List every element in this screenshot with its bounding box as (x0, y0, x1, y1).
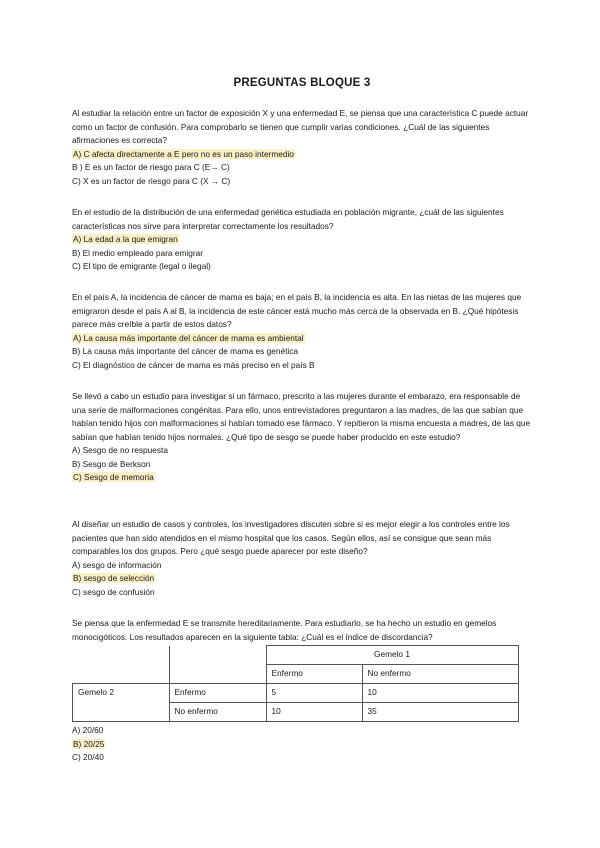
question-3 (72, 291, 532, 372)
table-cell: 5 (266, 684, 362, 703)
option-b: B) El medio empleado para emigrar (72, 247, 203, 258)
option-a: A) Sesgo de no respuesta (72, 445, 168, 455)
table-row-enfermo: Enfermo (169, 684, 266, 703)
question-text: En el país A, la incidencia de cáncer de mama es baja; en el país B, la incidencia es alta. En las nietas de las mujeres que emigraron desde el país A al B, la incidencia de este cáncer está mucho más cerca de la observada en B. ¿Qué hipótesis parece más creíble a partir de estos datos? (72, 292, 522, 329)
highlighted-answer: B) 20/25 (73, 738, 105, 749)
question-6-options (72, 724, 532, 765)
option-a (72, 233, 532, 247)
highlighted-answer: C) Sesgo de memoria (73, 472, 154, 482)
option-c: C) El diagnóstico de cáncer de mama es más preciso en el país B (72, 359, 315, 370)
option-a (72, 332, 532, 346)
table-cell: 10 (362, 684, 518, 703)
table-row (73, 646, 519, 665)
table-col-enfermo: Enfermo (266, 665, 362, 684)
option-c (72, 471, 532, 485)
question-text: Se piensa que la enfermedad E se transmite hereditariamente. Para estudiarlo, se ha hecho un estudio en gemelos monocigóticos. Los resultados aparecen en la siguiente tabla: ¿Cuál es el índice de discordancia? (72, 618, 497, 642)
table-row-no-enfermo: No enfermo (169, 703, 266, 722)
table-row-header-gemelo2: Gemelo 2 (73, 684, 170, 722)
option-a (72, 148, 532, 162)
question-text: Al estudiar la relación entre un factor de exposición X y una enfermedad E, se piensa que una característica C puede actuar como un factor de confusión. Para comprobarlo se tienen que cumplir varias condiciones. ¿Cuál de las siguientes afirmaciones es correcta? (72, 108, 529, 145)
highlighted-answer: A) C afecta directamente a E pero no es un paso intermedio (73, 148, 294, 159)
question-1 (72, 107, 532, 188)
option-b: B ) E es un factor de riesgo para C (E→ C) (72, 162, 230, 172)
question-text: Se llevó a cabo un estudio para investigar si un fármaco, prescrito a las mujeres durante el embarazo, era responsable de una serie de malformaciones congénitas. Para ello, unos entrevistadores preguntaron a las madres, de las que sabían que habían tenido hijos con malformaciones si habían tomado ese fármaco. Y repitieron la misma encuesta a madres, de las que sabían que habían tenido hijos normales. ¿Qué tipo de sesgo se puede haber producido en este estudio? (72, 391, 531, 442)
highlighted-answer: A) La causa más importante del cáncer de mama es ambiental (73, 332, 304, 343)
option-b (72, 572, 532, 586)
table-header-gemelo1: Gemelo 1 (266, 646, 518, 665)
twins-table (72, 645, 519, 722)
highlighted-answer: A) La edad a la que emigran (73, 234, 178, 244)
option-b (72, 738, 532, 752)
option-b: B) La causa más importante del cáncer de mama es genética (72, 346, 298, 356)
question-text: Al diseñar un estudio de casos y controles, los investigadores discuten sobre si es mejor elegir a los controles entre los pacientes que han sido atendidos en el mismo hospital que los casos. Según ellos, así se consigue que sean más comparables los dos grupos. Pero ¿qué sesgo puede aparecer por este diseño? (72, 519, 510, 556)
option-b: B) Sesgo de Berkson (72, 458, 151, 469)
option-a: A) 20/60 (72, 725, 104, 735)
option-c: C) El tipo de emigrante (legal o ilegal) (72, 261, 211, 271)
question-5 (72, 518, 532, 599)
option-c: C) sesgo de confusión (72, 586, 155, 597)
table-cell: 10 (266, 703, 362, 722)
table-row (73, 684, 519, 703)
question-text: En el estudio de la distribución de una enfermedad genética estudiada en población migrante, ¿cuál de las siguientes características nos sirve para interpretar correctamente los resultados? (72, 207, 504, 231)
option-a: A) sesgo de información (72, 559, 162, 570)
option-c: C) X es un factor de riesgo para C (X → C) (72, 175, 231, 186)
table-col-no-enfermo: No enfermo (362, 665, 518, 684)
question-4 (72, 390, 532, 485)
table-cell: 35 (362, 703, 518, 722)
question-6 (72, 617, 532, 644)
page-title: PREGUNTAS BLOQUE 3 (233, 77, 371, 89)
highlighted-answer: B) sesgo de selección (73, 573, 155, 583)
option-c: C) 20/40 (72, 752, 104, 762)
question-2 (72, 206, 532, 274)
table-row (73, 665, 519, 684)
